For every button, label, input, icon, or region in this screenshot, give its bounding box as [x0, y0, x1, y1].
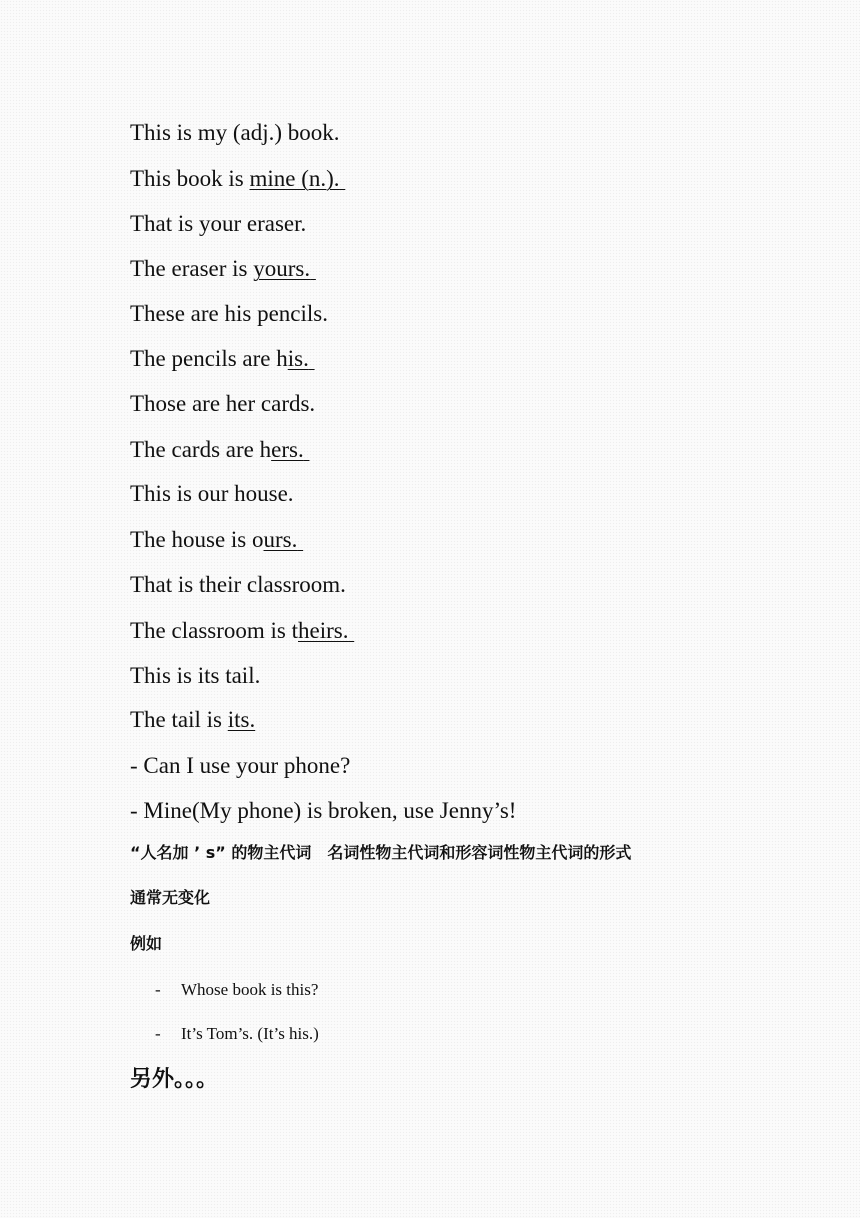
sentence-text: The tail is [130, 707, 228, 732]
underlined-answer: heirs. [298, 618, 349, 643]
example-text: It’s Tom’s. (It’s his.) [181, 1024, 319, 1043]
sentence-text: - Can I use your phone? [130, 753, 351, 778]
dash-bullet: - [155, 980, 161, 999]
underlined-answer: its. [227, 707, 256, 732]
sentence-16 [130, 797, 516, 825]
sentence-2 [130, 165, 346, 193]
sentence-1 [130, 119, 340, 147]
sentence-text: The house is o [130, 527, 264, 552]
dash-bullet: - [155, 1024, 161, 1043]
example-1 [155, 979, 318, 1001]
note-line-2: 通常无变化 [130, 888, 211, 907]
sentence-text: - Mine(My phone) is broken, use Jenny’s! [130, 798, 517, 823]
footer-text: 另外。。。 [130, 1067, 219, 1092]
blank-line [297, 526, 307, 554]
sentence-7 [130, 390, 315, 418]
sentence-15 [130, 752, 350, 780]
sentence-text: These are his pencils. [130, 301, 328, 326]
sentence-text: Those are her cards. [130, 391, 316, 416]
blank-line [340, 165, 346, 193]
sentence-8 [130, 436, 314, 464]
sentence-text: That is your eraser. [130, 211, 307, 236]
sentence-4 [130, 255, 316, 283]
sentence-text: This book is [130, 166, 250, 191]
sentence-text: This is our house. [130, 481, 294, 506]
sentence-12 [130, 617, 358, 645]
sentence-text: That is their classroom. [130, 572, 346, 597]
sentence-10 [130, 526, 307, 554]
note-line-1: “人名加 ’ s” 的物主代词 名词性物主代词和形容词性物主代词的形式 [130, 843, 632, 862]
sentence-14 [130, 706, 255, 734]
sentence-text: This is my (adj.) book. [130, 120, 340, 145]
blank-line [310, 255, 316, 283]
underlined-answer: ers. [271, 437, 304, 462]
sentence-3 [130, 210, 306, 238]
underlined-answer: urs. [263, 527, 298, 552]
example-2 [155, 1023, 319, 1045]
sentence-text: The eraser is [130, 256, 254, 281]
underlined-answer: is. [287, 346, 309, 371]
example-text: Whose book is this? [181, 980, 319, 999]
sentence-13 [130, 662, 260, 690]
underlined-answer: mine (n.). [249, 166, 340, 191]
underlined-answer: yours. [253, 256, 311, 281]
note-line-3: 例如 [130, 934, 163, 953]
sentence-11 [130, 571, 346, 599]
sentence-text: The classroom is t [130, 618, 298, 643]
sentence-text: This is its tail. [130, 663, 261, 688]
blank-line [348, 617, 358, 645]
blank-line [309, 345, 315, 373]
sentence-text: The cards are h [130, 437, 272, 462]
sentence-5 [130, 300, 328, 328]
blank-line [304, 436, 314, 464]
sentence-9 [130, 480, 294, 508]
sentence-text: The pencils are h [130, 346, 288, 371]
sentence-6 [130, 345, 315, 373]
